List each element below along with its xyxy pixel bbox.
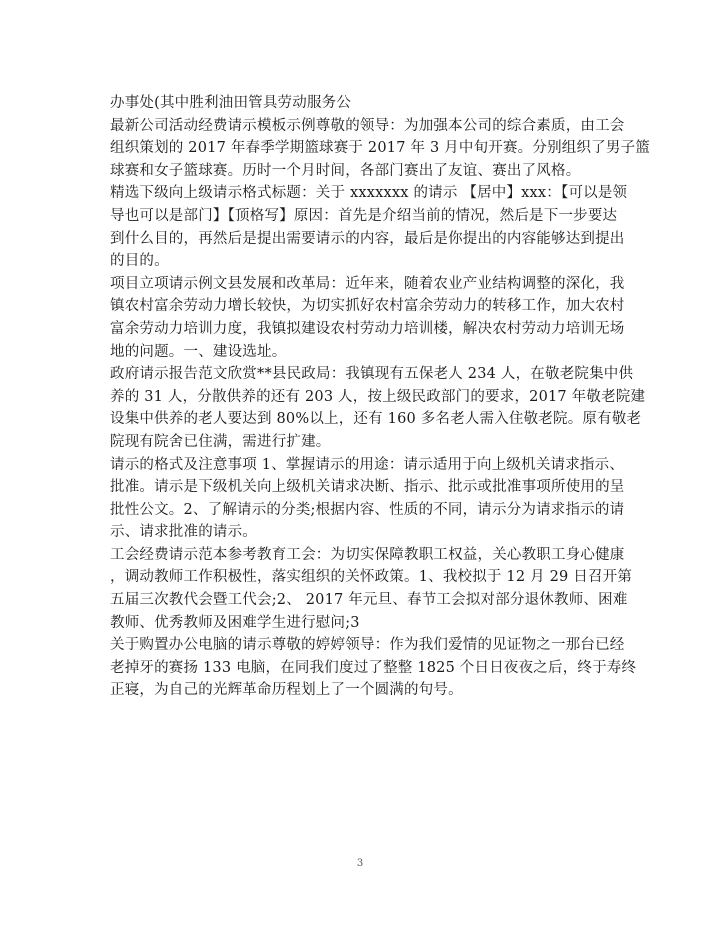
text-line: 最新公司活动经费请示模板示例尊敬的领导：为加强本公司的综合素质，由工会 bbox=[110, 117, 625, 134]
text-line: 镇农村富余劳动力增长较快，为切实抓好农村富余劳动力的转移工作，加大农村 bbox=[110, 298, 625, 315]
text-line: 办事处(其中胜利油田管具劳动服务公 bbox=[110, 95, 352, 111]
text-line: 养的 31 人，分散供养的还有 203 人，按上级民政部门的要求，2017 年敬老院建 bbox=[110, 388, 646, 405]
text-line: 老掉牙的赛扬 133 电脑，在同我们度过了整整 1825 个日日夜夜之后，终于寿终 bbox=[110, 659, 637, 676]
text-line: 精选下级向上级请示格式标题：关于 xxxxxxx 的请示 【居中】xxx：【可以是领 bbox=[110, 185, 628, 202]
text-line: 富余劳动力培训力度，我镇拟建设农村劳动力培训楼，解决农村劳动力培训无场 bbox=[110, 320, 625, 337]
text-line: 教师、优秀教师及困难学生进行慰问;3 bbox=[110, 614, 360, 631]
text-line: 工会经费请示范本参考教育工会：为切实保障教职工权益，关心教职工身心健康 bbox=[110, 546, 625, 563]
text-line: 示、请求批准的请示。 bbox=[110, 524, 257, 541]
text-line: 项目立项请示例文县发展和改革局：近年来，随着农业产业结构调整的深化，我 bbox=[110, 275, 625, 292]
text-line: 关于购置办公电脑的请示尊敬的婷婷领导：作为我们爱情的见证物之一那台已经 bbox=[110, 637, 625, 654]
text-line: 批准。请示是下级机关向上级机关请求决断、指示、批示或批准事项所使用的呈 bbox=[110, 479, 625, 496]
text-line: 正寝，为自己的光辉革命历程划上了一个圆满的句号。 bbox=[110, 682, 463, 699]
text-line: 政府请示报告范文欣赏**县民政局：我镇现有五保老人 234 人，在敬老院集中供 bbox=[110, 366, 634, 383]
text-line: 五届三次教代会暨工代会;2、 2017 年元旦、春节工会拟对部分退休教师、困难 bbox=[110, 592, 628, 609]
text-line: 批性公文。2、了解请示的分类;根据内容、性质的不同，请示分为请求指示的请 bbox=[110, 501, 625, 518]
text-line: 设集中供养的老人要达到 80%以上，还有 160 多名老人需入住敬老院。原有敬老 bbox=[110, 411, 642, 428]
text-line: 导也可以是部门】【顶格写】原因：首先是介绍当前的情况，然后是下一步要达 bbox=[110, 207, 618, 224]
text-line: 的目的。 bbox=[110, 253, 169, 270]
text-line: 组织策划的 2017 年春季学期篮球赛于 2017 年 3 月中旬开赛。分别组织了男子篮 bbox=[110, 140, 650, 157]
text-line: 到什么目的，再然后是提出需要请示的内容，最后是你提出的内容能够达到提出 bbox=[110, 230, 625, 247]
text-line: ，调动教师工作积极性，落实组织的关怀政策。1、我校拟于 12 月 29 日召开第 bbox=[110, 569, 633, 586]
page-number: 3 bbox=[356, 858, 364, 869]
text-line: 球赛和女子篮球赛。历时一个月时间，各部门赛出了友谊、赛出了风格。 bbox=[110, 162, 581, 179]
text-line: 地的问题。一、建设选址。 bbox=[110, 343, 287, 360]
text-line: 院现有院舍已住满，需进行扩建。 bbox=[110, 433, 331, 450]
text-line: 请示的格式及注意事项 1、掌握请示的用途：请示适用于向上级机关请求指示、 bbox=[110, 456, 625, 473]
document-body bbox=[110, 92, 650, 702]
